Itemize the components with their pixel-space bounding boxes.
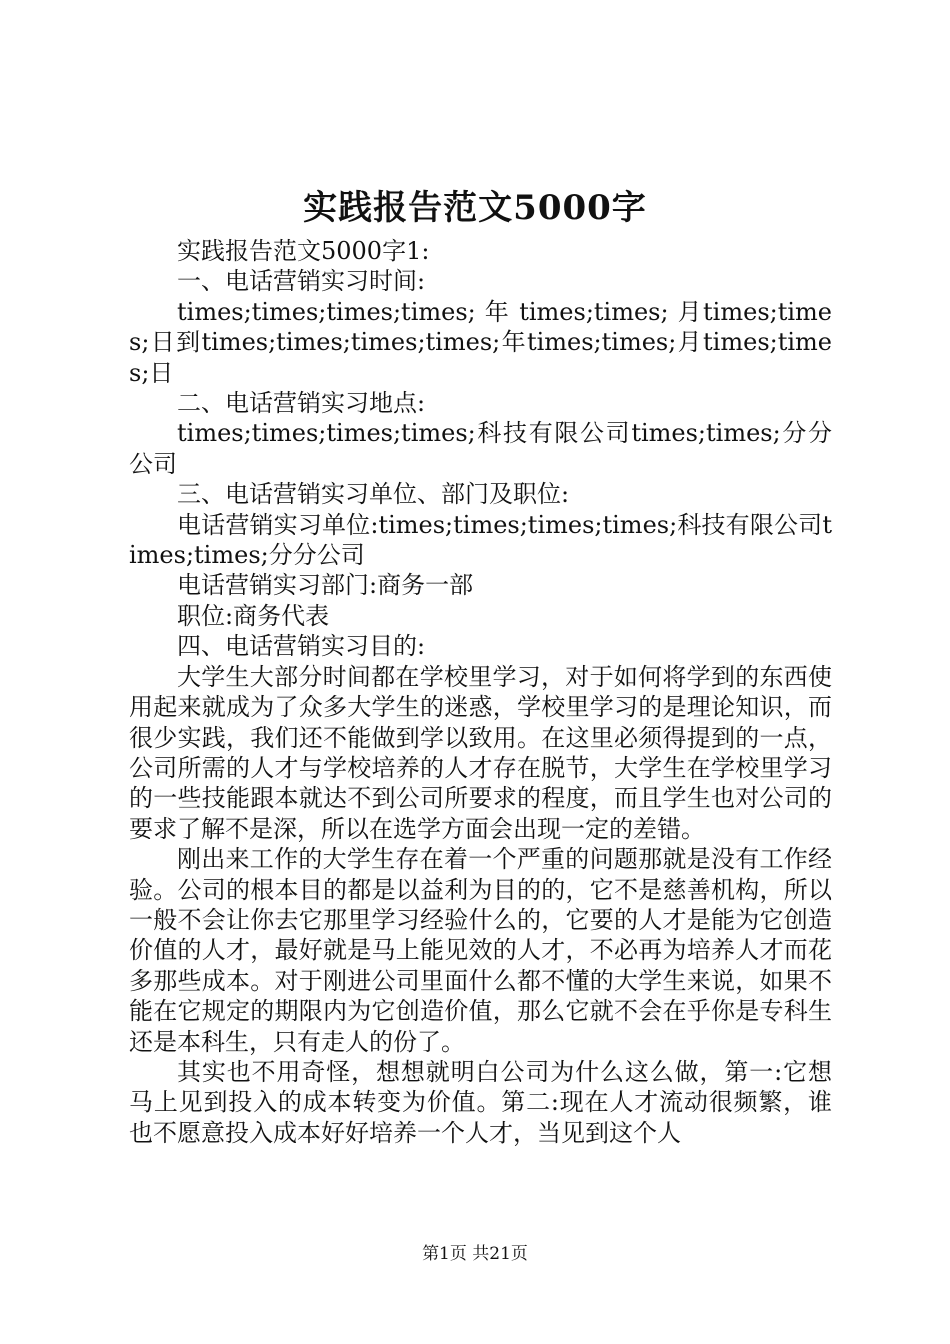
paragraph: 其实也不用奇怪，想想就明白公司为什么这么做，第一:它想马上见到投入的成本转变为价值。第二:现在人才流动很频繁，谁也不愿意投入成本好好培养一个人才，当见到这个人: [129, 1057, 832, 1147]
document-title: 实践报告范文5000字: [303, 188, 647, 228]
paragraph: 电话营销实习单位:times;times;times;times;科技有限公司times;times;分分公司: [129, 510, 832, 570]
paragraph: 职位:商务代表: [177, 601, 330, 630]
paragraph: 大学生大部分时间都在学校里学习，对于如何将学到的东西使用起来就成为了众多大学生的迷惑，学校里学习的是理论知识，而很少实践，我们还不能做到学以致用。在这里必须得提到的一点，公司所需的人才与学校培养的人才存在脱节，大学生在学校里学习的一些技能跟本就达不到公司所要求的程度，而且学生也对公司的要求了解不是深，所以在选学方面会出现一定的差错。: [129, 662, 832, 843]
section-heading: 三、电话营销实习单位、部门及职位:: [177, 480, 570, 509]
document-body: [129, 236, 832, 1148]
paragraph: 刚出来工作的大学生存在着一个严重的问题那就是没有工作经验。公司的根本目的都是以益利为目的的，它不是慈善机构，所以一般不会让你去它那里学习经验什么的，它要的人才是能为它创造价值的人才，最好就是马上能见效的人才，不必再为培养人才而花多那些成本。对于刚进公司里面什么都不懂的大学生来说，如果不能在它规定的期限内为它创造价值，那么它就不会在乎你是专科生还是本科生，只有走人的份了。: [129, 845, 832, 1056]
page-footer: 第1页 共21页: [422, 1244, 528, 1264]
section-heading: 四、电话营销实习目的:: [177, 632, 426, 661]
paragraph: 实践报告范文5000字1:: [177, 237, 430, 265]
paragraph: 电话营销实习部门:商务一部: [177, 571, 474, 600]
paragraph: times;times;times;times; 年 times;times; 月times;times;日到times;times;times;times;年times;times;月times;times;日: [129, 297, 832, 387]
section-heading: 二、电话营销实习地点:: [177, 389, 426, 418]
paragraph: times;times;times;times;科技有限公司times;times;分分公司: [129, 419, 832, 478]
section-heading: 一、电话营销实习时间:: [177, 267, 426, 296]
